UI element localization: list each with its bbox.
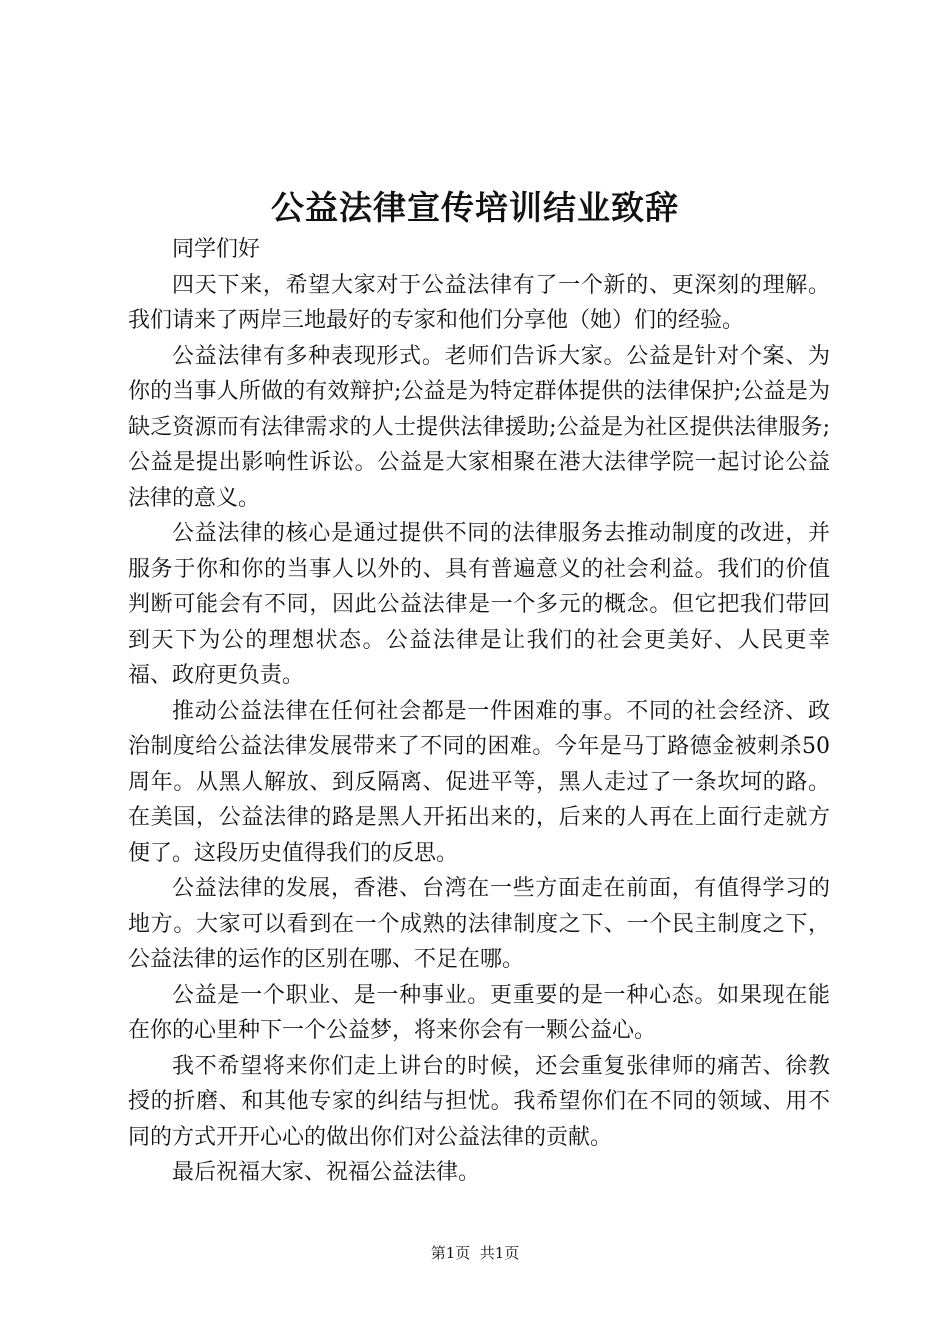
body-paragraph: 公益法律的核心是通过提供不同的法律服务去推动制度的改进，并服务于你和你的当事人以外的、具有普遍意义的社会利益。我们的价值判断可能会有不同，因此公益法律是一个多元的概念。但它把我们带回到天下为公的理想状态。公益法律是让我们的社会更美好、人民更幸福、政府更负责。 [128, 521, 830, 688]
body-paragraph: 我不希望将来你们走上讲台的时候，还会重复张律师的痛苦、徐教授的折磨、和其他专家的纠结与担忧。我希望你们在不同的领域、用不同的方式开开心心的做出你们对公益法律的贡献。 [128, 1053, 830, 1150]
closing-paragraph: 最后祝福大家、祝福公益法律。 [172, 1160, 481, 1185]
body-paragraph: 公益法律有多种表现形式。老师们告诉大家。公益是针对个案、为你的当事人所做的有效辩护;公益是为特定群体提供的法律保护;公益是为缺乏资源而有法律需求的人士提供法律援助;公益是为社区提供法律服务;公益是提出影响性诉讼。公益是大家相聚在港大法律学院一起讨论公益法律的意义。 [128, 343, 830, 511]
page-footer [0, 1243, 950, 1263]
document-title: 公益法律宣传培训结业致辞 [271, 188, 679, 227]
page-number-label: 第1页 共1页 [430, 1244, 520, 1262]
greeting-paragraph: 同学们好 [172, 237, 261, 262]
document-body [128, 232, 830, 1191]
body-paragraph: 公益是一个职业、是一种事业。更重要的是一种心态。如果现在能在你的心里种下一个公益梦，将来你会有一颗公益心。 [128, 982, 830, 1043]
body-paragraph: 公益法律的发展，香港、台湾在一些方面走在前面，有值得学习的地方。大家可以看到在一个成熟的法律制度之下、一个民主制度之下，公益法律的运作的区别在哪、不足在哪。 [128, 876, 830, 972]
body-paragraph: 推动公益法律在任何社会都是一件困难的事。不同的社会经济、政治制度给公益法律发展带来了不同的困难。今年是马丁路德金被刺杀50周年。从黑人解放、到反隔离、促进平等，黑人走过了一条坎坷的路。在美国，公益法律的路是黑人开拓出来的，后来的人再在上面行走就方便了。这段历史值得我们的反思。 [128, 698, 830, 866]
body-paragraph: 四天下来，希望大家对于公益法律有了一个新的、更深刻的理解。我们请来了两岸三地最好的专家和他们分享他（她）们的经验。 [128, 272, 830, 333]
